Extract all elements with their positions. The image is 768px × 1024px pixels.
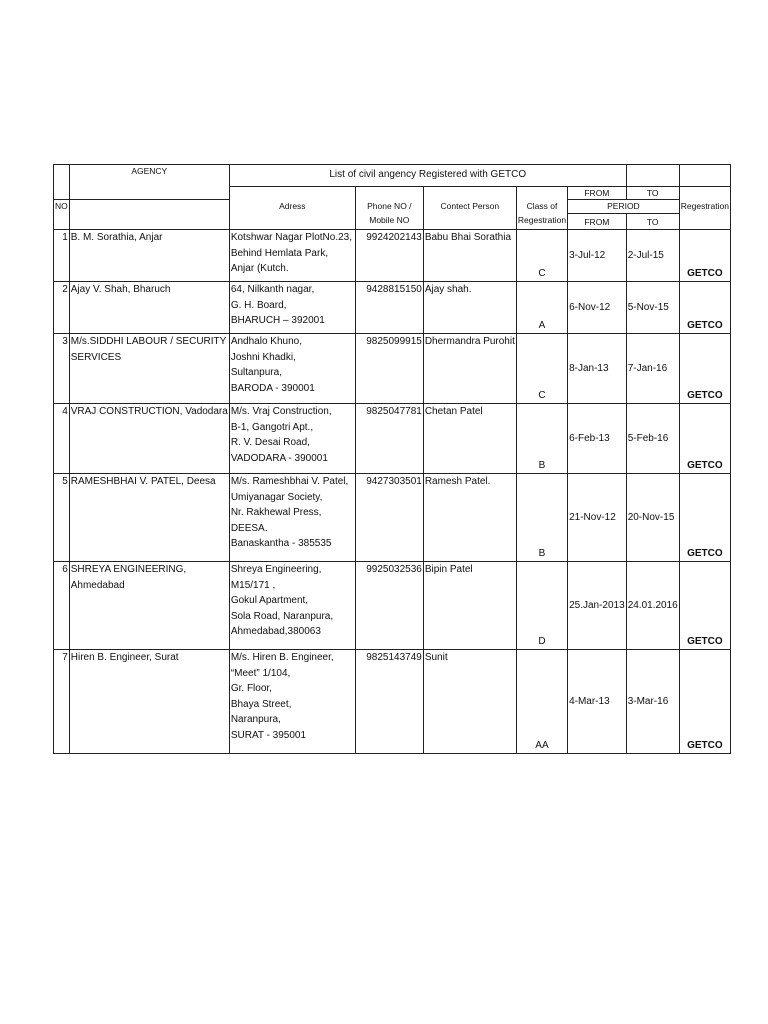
row-no: 7 — [54, 650, 70, 754]
row-from: 8-Jan-13 — [568, 334, 627, 404]
row-contact: Dhermandra Purohit — [423, 334, 516, 404]
row-from: 6-Feb-13 — [568, 404, 627, 474]
row-class: B — [516, 474, 567, 562]
row-phone: 9427303501 — [355, 474, 423, 562]
row-no: 4 — [54, 404, 70, 474]
row-class: D — [516, 562, 567, 650]
row-address: M/s. Hiren B. Engineer, “Meet” 1/104, Gr. Floor, Bhaya Street, Naranpura, SURAT - 395001 — [229, 650, 355, 754]
row-from: 3-Jul-12 — [568, 230, 627, 282]
row-to: 24.01.2016 — [626, 562, 679, 650]
row-registration: GETCO — [679, 404, 730, 474]
row-from: 4-Mar-13 — [568, 650, 627, 754]
header-registration: Regestration — [679, 200, 730, 214]
header-blank-to — [626, 165, 679, 187]
row-agency: SHREYA ENGINEERING, Ahmedabad — [69, 562, 229, 650]
page-title: List of civil angency Registered with GETCO — [229, 165, 626, 187]
row-no: 5 — [54, 474, 70, 562]
row-registration: GETCO — [679, 282, 730, 334]
header-to: TO — [626, 214, 679, 230]
row-phone: 9825047781 — [355, 404, 423, 474]
table-row — [54, 334, 731, 404]
row-class: A — [516, 282, 567, 334]
row-address: M/s. Vraj Construction, B-1, Gangotri Apt., R. V. Desai Road, VADODARA - 390001 — [229, 404, 355, 474]
row-registration: GETCO — [679, 562, 730, 650]
header-agency: AGENCY — [69, 165, 229, 187]
row-registration: GETCO — [679, 650, 730, 754]
row-address: 64, Nilkanth nagar, G. H. Board, BHARUCH – 392001 — [229, 282, 355, 334]
row-registration: GETCO — [679, 334, 730, 404]
row-address: Kotshwar Nagar PlotNo.23, Behind Hemlata Park, Anjar (Kutch. — [229, 230, 355, 282]
row-registration: GETCO — [679, 474, 730, 562]
row-contact: Babu Bhai Sorathia — [423, 230, 516, 282]
row-class: B — [516, 404, 567, 474]
table-row — [54, 562, 731, 650]
row-no: 2 — [54, 282, 70, 334]
row-phone: 9924202143 — [355, 230, 423, 282]
row-contact: Ramesh Patel. — [423, 474, 516, 562]
row-to: 3-Mar-16 — [626, 650, 679, 754]
row-agency: Hiren B. Engineer, Surat — [69, 650, 229, 754]
row-agency: VRAJ CONSTRUCTION, Vadodara — [69, 404, 229, 474]
row-contact: Bipin Patel — [423, 562, 516, 650]
table-row — [54, 650, 731, 754]
row-to: 5-Nov-15 — [626, 282, 679, 334]
row-agency: M/s.SIDDHI LABOUR / SECURITY SERVICES — [69, 334, 229, 404]
row-to: 2-Jul-15 — [626, 230, 679, 282]
header-address: Adress — [229, 200, 355, 214]
row-class: C — [516, 334, 567, 404]
row-address: Andhalo Khuno, Joshni Khadki, Sultanpura, BARODA - 390001 — [229, 334, 355, 404]
row-registration: GETCO — [679, 230, 730, 282]
header-no: NO — [54, 200, 70, 214]
header-period: PERIOD — [568, 200, 680, 214]
row-contact: Chetan Patel — [423, 404, 516, 474]
header-phone: Phone NO / — [355, 200, 423, 214]
row-to: 5-Feb-16 — [626, 404, 679, 474]
row-to: 7-Jan-16 — [626, 334, 679, 404]
header-no-top — [54, 165, 70, 187]
table-row — [54, 230, 731, 282]
row-no: 1 — [54, 230, 70, 282]
row-phone: 9925032536 — [355, 562, 423, 650]
header-from-top: FROM — [568, 187, 627, 200]
row-class: C — [516, 230, 567, 282]
row-contact: Ajay shah. — [423, 282, 516, 334]
row-contact: Sunit — [423, 650, 516, 754]
table-row — [54, 282, 731, 334]
header-agency-blank — [69, 200, 229, 214]
row-from: 25.Jan-2013 — [568, 562, 627, 650]
row-from: 21-Nov-12 — [568, 474, 627, 562]
row-no: 6 — [54, 562, 70, 650]
header-class: Class of — [516, 200, 567, 214]
header-to-top: TO — [626, 187, 679, 200]
row-from: 6-Nov-12 — [568, 282, 627, 334]
row-phone: 9825143749 — [355, 650, 423, 754]
row-agency: B. M. Sorathia, Anjar — [69, 230, 229, 282]
row-no: 3 — [54, 334, 70, 404]
row-agency: RAMESHBHAI V. PATEL, Deesa — [69, 474, 229, 562]
row-address: Shreya Engineering, M15/171 , Gokul Apartment, Sola Road, Naranpura, Ahmedabad,380063 — [229, 562, 355, 650]
row-address: M/s. Rameshbhai V. Patel, Umiyanagar Society, Nr. Rakhewal Press, DEESA. Banaskantha - 385535 — [229, 474, 355, 562]
header-blank-reg — [679, 165, 730, 187]
agency-register-table: AGENCY List of civil angency Registered with GETCO FROM TO NO Adress Phone NO / Contect Person Class of PERIOD Regestration Mobile NO Regestration FROM TO 1 B. M. Sorathia, Anjar Kotshwar Nagar PlotNo.23, Behind Hemlata Park, Anjar (Kutch. 9924202143 Babu Bhai Sorathia C 3-Jul-12 2-Jul-15 GETCO 2 Ajay V. Shah, Bharuch 64, Nilkanth nagar, G. H. Board, BHARUCH – 392001 9428815150 Ajay shah. A 6-Nov-12 5-Nov-15 GETCO 3 M/s.SIDDHI LABOUR / SECURITY SERVICES Andhalo Khuno, Joshni Khadki, Sultanpura, BARODA - 390001 9825099915 Dhermandra Purohit C 8-Jan-13 7-Jan-16 GETCO 4 VRAJ CONSTRUCTION, Vadodara M/s. Vraj Construction, B-1, Gangotri Apt., R. V. Desai Road, VADODARA - 390001 9825047781 Chetan Patel B 6-Feb-13 5-Feb-16 GETCO 5 RAMESHBHAI V. PATEL, Deesa M/s. Rameshbhai V. Patel, Umiyanagar Society, Nr. Rakhewal Press, DEESA. Banaskantha - 385535 9427303501 Ramesh Patel. B 21-Nov-12 20-Nov-15 GETCO 6 SHREYA ENGINEERING, Ahmedabad Shreya Engineering, M15/171 , Gokul Apartment, Sola Road, Naranpura, Ahmedabad,380063 9925032536 Bipin Patel D 25.Jan-2013 24.01.2016 GETCO 7 Hiren B. Engineer, Surat M/s. Hiren B. Engineer, “Meet” 1/104, Gr. Floor, Bhaya Street, Naranpura, SURAT - 395001 9825143749 Sunit AA 4-Mar-13 3-Mar-16 GETCO — [53, 164, 731, 754]
row-phone: 9825099915 — [355, 334, 423, 404]
row-class: AA — [516, 650, 567, 754]
table-row — [54, 474, 731, 562]
table-row — [54, 404, 731, 474]
row-agency: Ajay V. Shah, Bharuch — [69, 282, 229, 334]
header-from: FROM — [568, 214, 627, 230]
row-to: 20-Nov-15 — [626, 474, 679, 562]
header-contact: Contect Person — [423, 200, 516, 214]
row-phone: 9428815150 — [355, 282, 423, 334]
